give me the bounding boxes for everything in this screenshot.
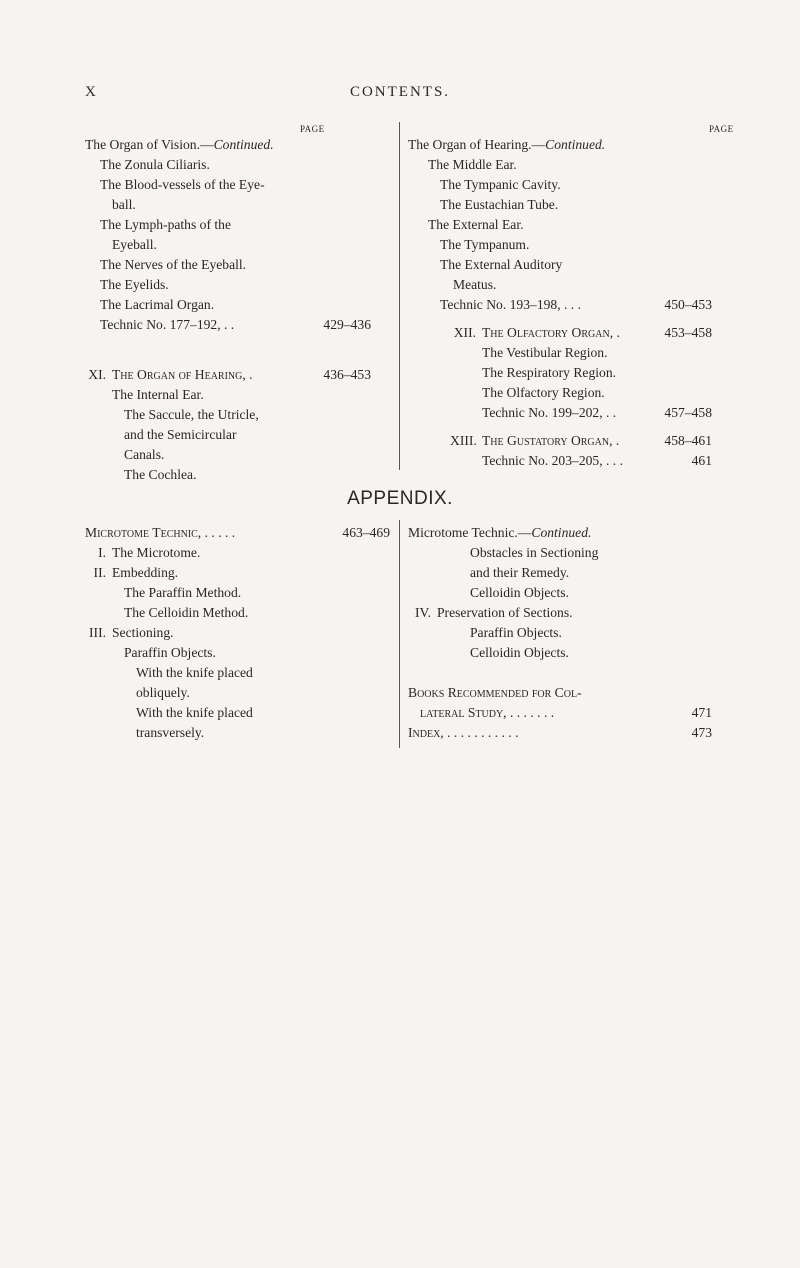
appendix-entry: Celloidin Objects.: [470, 645, 569, 660]
page-column-heading-right: PAGE: [709, 124, 734, 134]
appendix-page-number: 473: [691, 725, 712, 740]
toc-entry: The Vestibular Region.: [482, 345, 608, 360]
appendix-page-range: 463–469: [342, 525, 390, 540]
toc-entry: Eyeball.: [112, 237, 157, 252]
appendix-entry: and their Remedy.: [470, 565, 570, 580]
toc-entry: The Lymph-paths of the: [100, 217, 231, 232]
toc-entry: Technic No. 193–198, . . .: [440, 297, 582, 312]
toc-chapter: XII. The Olfactory Organ, .: [453, 325, 620, 340]
appendix-entry: With the knife placed: [136, 705, 253, 720]
appendix-entry: Index, . . . . . . . . . . .: [408, 725, 519, 740]
appendix-entry: lateral Study, . . . . . . .: [420, 705, 555, 720]
toc-page-range: 436–453: [323, 367, 371, 382]
toc-page-range: 450–453: [664, 297, 712, 312]
appendix-column-divider: [399, 520, 400, 748]
toc-entry: The External Auditory: [440, 257, 563, 272]
toc-page-range: 458–461: [664, 433, 712, 448]
toc-page-range: 457–458: [664, 405, 712, 420]
toc-entry: The Internal Ear.: [112, 387, 204, 402]
appendix-entry: IV. Preservation of Sections.: [415, 605, 573, 620]
toc-entry: The Saccule, the Utricle,: [124, 407, 259, 422]
toc-entry: The Organ of Hearing.—Continued.: [408, 137, 606, 152]
appendix-entry: Celloidin Objects.: [470, 585, 569, 600]
toc-entry: The Cochlea.: [124, 467, 197, 482]
appendix-entry: Paraffin Objects.: [124, 645, 216, 660]
toc-entry: The Eyelids.: [100, 277, 169, 292]
appendix-entry: With the knife placed: [136, 665, 253, 680]
toc-entry: Meatus.: [453, 277, 497, 292]
appendix-entry: transversely.: [136, 725, 205, 740]
toc-page-range: 453–458: [664, 325, 712, 340]
appendix-entry: The Paraffin Method.: [124, 585, 242, 600]
toc-entry: The External Ear.: [428, 217, 524, 232]
toc-page-range: 429–436: [323, 317, 371, 332]
appendix-entry: III. Sectioning.: [89, 625, 174, 640]
appendix-entry: Microtome Technic.—Continued.: [408, 525, 592, 540]
appendix-entry: I. The Microtome.: [98, 545, 201, 560]
toc-entry: The Zonula Ciliaris.: [100, 157, 210, 172]
toc-entry: Technic No. 203–205, . . .: [482, 453, 624, 468]
appendix-entry: Obstacles in Sectioning: [470, 545, 599, 560]
page-title: CONTENTS.: [349, 84, 451, 100]
toc-entry: The Respiratory Region.: [482, 365, 617, 380]
appendix-entry: Paraffin Objects.: [470, 625, 562, 640]
toc-entry: The Blood-vessels of the Eye-: [100, 177, 265, 192]
appendix-entry: II. Embedding.: [93, 565, 179, 580]
appendix-page-number: 471: [691, 705, 712, 720]
toc-entry: Technic No. 177–192, . .: [100, 317, 235, 332]
page-number-marker: X: [85, 84, 96, 100]
toc-entry: ball.: [112, 197, 136, 212]
toc-entry: Canals.: [124, 447, 165, 462]
toc-entry: The Eustachian Tube.: [440, 197, 559, 212]
toc-entry: and the Semicircular: [124, 427, 237, 442]
column-divider: [399, 122, 400, 470]
appendix-entry: Microtome Technic, . . . . .: [85, 525, 236, 540]
toc-chapter: XI. The Organ of Hearing, .: [88, 367, 253, 382]
toc-entry: The Olfactory Region.: [482, 385, 605, 400]
toc-entry: The Tympanum.: [440, 237, 530, 252]
appendix-heading: APPENDIX.: [347, 488, 453, 509]
toc-page-range: 461: [691, 453, 712, 468]
toc-entry: The Organ of Vision.—Continued.: [85, 137, 274, 152]
toc-entry: The Lacrimal Organ.: [100, 297, 215, 312]
page-column-heading-left: PAGE: [300, 124, 325, 134]
appendix-entry: obliquely.: [136, 685, 190, 700]
appendix-entry: Books Recommended for Col-: [408, 685, 582, 700]
toc-entry: Technic No. 199–202, . .: [482, 405, 617, 420]
toc-entry: The Middle Ear.: [428, 157, 517, 172]
appendix-entry: The Celloidin Method.: [124, 605, 249, 620]
toc-entry: The Nerves of the Eyeball.: [100, 257, 247, 272]
toc-chapter: XIII. The Gustatory Organ, .: [450, 433, 620, 448]
toc-entry: The Tympanic Cavity.: [440, 177, 561, 192]
